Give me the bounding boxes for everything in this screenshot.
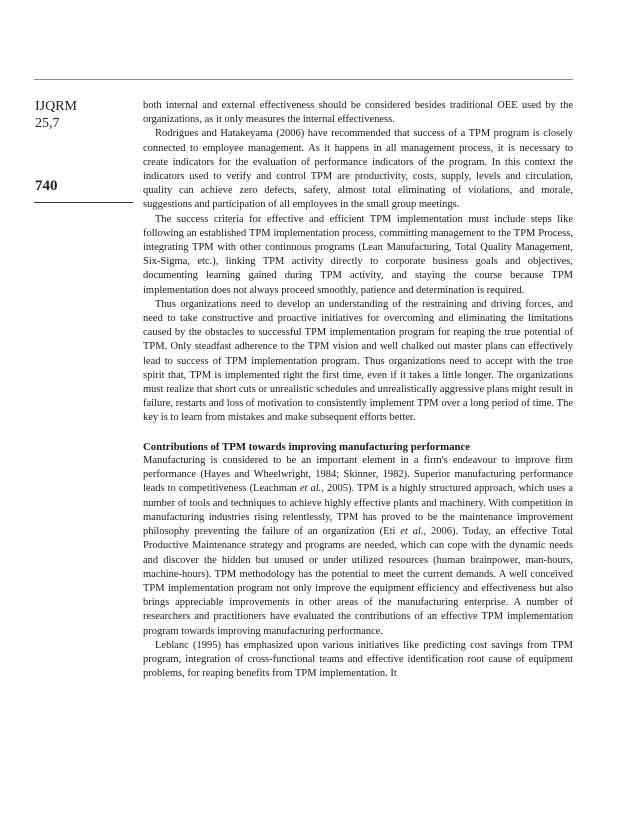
text-run: Manufacturing is considered to be an important element in a firm's endeavour to improve firm performance (Hayes and Wheelwright, 1984; Skinner, 1982). Superior manufacturing performance leads to competitiveness (Leachman [143, 455, 573, 495]
volume-issue: 25,7 [35, 116, 60, 131]
page-number: 740 [35, 178, 58, 194]
paragraph: The success criteria for effective and efficient TPM implementation must include steps like following an established TPM implementation process, committing management to the TPM Process, integrating TPM with other continuous programs (Lean Manufacturing, Total Quality Management, Six-Sigma, etc.), linking TPM activity directly to corporate business goals and objectives, documenting learning gained during TPM activity, and staying the course because TPM implementation does not always proceed smoothly, patience and determination is required. [143, 213, 573, 296]
text-run: , 2006). Today, an effective Total Productive Maintenance strategy and programs are needed, which can cope with the dynamic needs and discover the hidden but unused or under utilized resources (human brainpower, man-hours, machine-hours). TPM methodology has the potential to meet the current demands. A well conceived TPM implementation program not only improve the equipment efficiency and effectiveness but also brings appreciable improvements in other areas of the manufacturing enterprise. A number of researchers and practitioners have evaluated the contributions of an effective TPM implementation program towards improving manufacturing performance. [143, 526, 573, 637]
article-body [143, 99, 573, 681]
paragraph: Leblanc (1995) has emphasized upon various initiatives like predicting cost savings from TPM program, integration of cross-functional teams and effective identification root cause of equipment problems, for reaping benefits from TPM implementation. It [143, 639, 573, 680]
text-run: , 2005). TPM is a highly structured approach, which uses a number of tools and techniques to achieve highly effective plants and machinery. With competition in manufacturing industries rising relentlessly, TPM has proved to be the maintenance improvement philosophy preventing the failure of an organization (Eti [143, 483, 573, 538]
header-rule [34, 79, 573, 80]
section-spacer [143, 426, 573, 440]
paragraph: Thus organizations need to develop an understanding of the restraining and driving forces, and need to take constructive and proactive initiatives for overcoming and eliminating the limitations caused by the obstacles to successful TPM implementation program for reaping the true potential of TPM. Only steadfast adherence to the TPM vision and well chalked out master plans can effectively lead to success of TPM implementation program. Thus organizations need to accept with the true spirit that, TPM is implemented right the first time, even if it takes a little longer. The organizations must realize that short cuts or unrealistic schedules and unrealistically aggressive plans might result in failure, restarts and loss of motivation to consistently implement TPM over a long period of time. The key is to learn from mistakes and make subsequent efforts better. [143, 298, 573, 424]
journal-abbreviation: IJQRM [35, 99, 78, 114]
text-run-italic: et al. [299, 483, 322, 495]
section-heading: Contributions of TPM towards improving manufacturing performance [143, 440, 471, 453]
paragraph: both internal and external effectiveness should be considered besides traditional OEE used by the organizations, as it only measures the internal effectiveness. [143, 100, 573, 126]
margin-rule [34, 202, 133, 203]
paragraph [143, 454, 573, 639]
journal-info [35, 98, 77, 132]
paragraph: Rodrigues and Hatakeyama (2006) have recommended that success of a TPM program is closely connected to employee management. As it happens in all management process, it is necessary to create indicators for the evaluation of performance indicators of the program. In this context the indicators used to verify and control TPM are productivity, costs, supply, levels and circulation, quality can achieve zero defects, safety, almost total eliminating of violations, and morale, suggestions and participation of all employees in the small group meetings. [143, 128, 573, 211]
text-run-italic: et al. [400, 526, 424, 538]
